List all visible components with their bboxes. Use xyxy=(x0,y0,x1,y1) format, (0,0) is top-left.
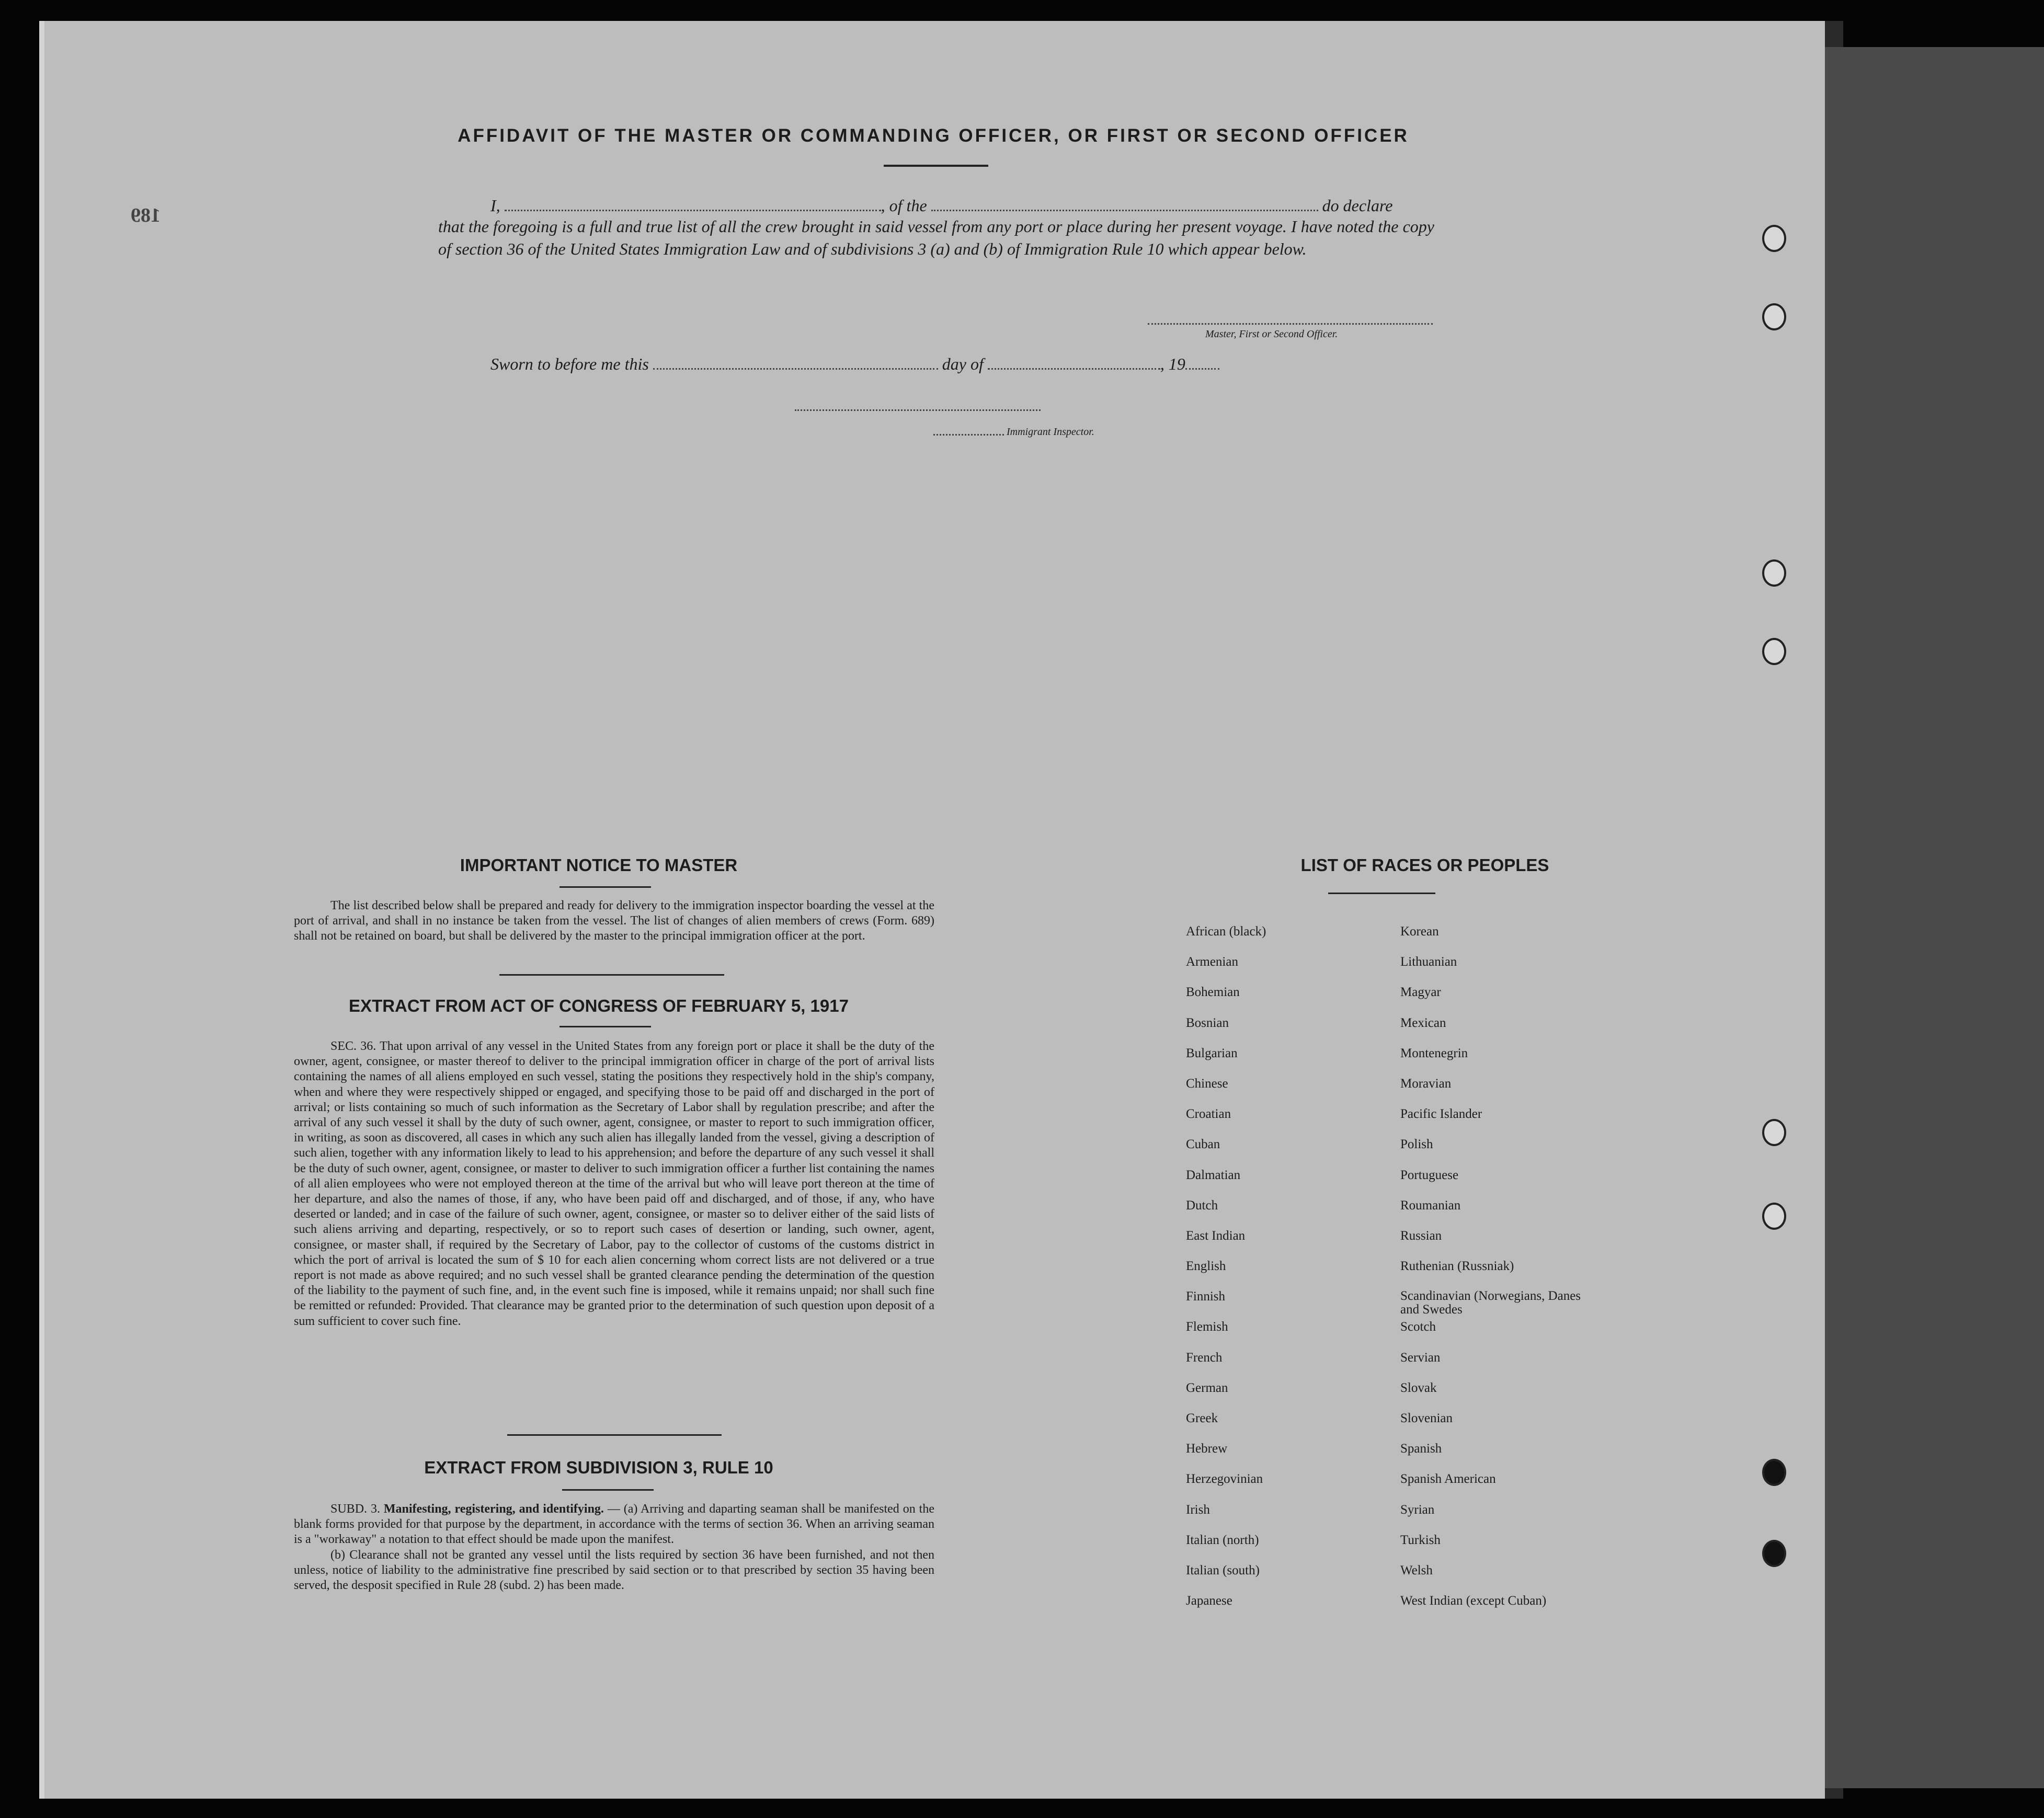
rule-rule xyxy=(562,1489,654,1491)
race-item: East Indian xyxy=(1186,1228,1246,1243)
race-item: Italian (south) xyxy=(1186,1563,1260,1577)
race-item: French xyxy=(1186,1350,1223,1365)
affidavit-paragraph: that the foregoing is a full and true list of all the crew brought in said vessel from any port or place during her present voyage. I have noted the copy of section 36 of the United States Immigration Law and of subdivisions 3 (a) and (b) of Immigration Rule 10 which appear below. xyxy=(438,217,1434,258)
race-item: African (black) xyxy=(1186,924,1266,939)
race-item: Pacific Islander xyxy=(1400,1107,1482,1122)
race-item: Turkish xyxy=(1400,1533,1441,1547)
binder-hole xyxy=(1762,303,1786,330)
race-item: Finnish xyxy=(1186,1289,1226,1304)
race-item: Herzegovinian xyxy=(1186,1472,1263,1487)
affidavit-declare: do declare xyxy=(1322,196,1393,215)
race-item: Mexican xyxy=(1400,1015,1446,1030)
race-item: Japanese xyxy=(1186,1594,1232,1608)
rule-para-a xyxy=(294,1502,934,1548)
race-item: Russian xyxy=(1400,1228,1442,1243)
race-item: Scandinavian (Norwegians, Danes and Swedes xyxy=(1400,1289,1581,1317)
races-heading: LIST OF RACES OR PEOPLES xyxy=(1300,855,1549,875)
race-item: Irish xyxy=(1186,1502,1210,1517)
race-item: Syrian xyxy=(1400,1502,1435,1517)
binder-hole xyxy=(1762,225,1786,252)
race-item: Ruthenian (Russniak) xyxy=(1400,1259,1514,1274)
race-item: Slovenian xyxy=(1400,1411,1453,1425)
act-rule xyxy=(559,1026,651,1027)
section-divider xyxy=(507,1434,722,1436)
race-item: Dutch xyxy=(1186,1198,1218,1213)
day-blank xyxy=(653,368,938,370)
binder-hole xyxy=(1762,1540,1786,1567)
race-item: Italian (north) xyxy=(1186,1533,1259,1547)
race-item: Flemish xyxy=(1186,1320,1228,1334)
sworn-line xyxy=(490,355,1219,374)
race-item: Bosnian xyxy=(1186,1015,1229,1030)
name-blank xyxy=(505,210,881,211)
section-divider xyxy=(499,974,724,976)
binder-hole xyxy=(1762,638,1786,665)
race-item: German xyxy=(1186,1380,1228,1395)
race-item: Portuguese xyxy=(1400,1168,1459,1182)
sworn-year: , 19 xyxy=(1160,355,1185,373)
race-item: Scotch xyxy=(1400,1320,1436,1334)
signature-label: Master, First or Second Officer. xyxy=(1205,328,1338,340)
rule-para-b: (b) Clearance shall not be granted any vessel until the lists required by section 36 have been furnished, and not then unless, notice of liability to the administrative fine prescribed by said section or to that prescribed by section 35 having been served, the desposit specified in Rule 28 (subd. 2) has been made. xyxy=(294,1548,934,1593)
race-item: Slovak xyxy=(1400,1380,1437,1395)
binder-hole xyxy=(1762,1203,1786,1230)
races-column-2 xyxy=(1400,924,1589,1624)
affidavit-of-the: , of the xyxy=(881,196,927,215)
race-item: Lithuanian xyxy=(1400,955,1457,969)
race-item: Hebrew xyxy=(1186,1442,1228,1456)
races-column-1 xyxy=(1186,924,1266,1624)
vessel-blank xyxy=(931,210,1318,211)
race-item: Welsh xyxy=(1400,1563,1433,1577)
race-item: Magyar xyxy=(1400,985,1441,1000)
binder-hole xyxy=(1762,1119,1786,1146)
binder-hole xyxy=(1762,559,1786,587)
race-item: Dalmatian xyxy=(1186,1168,1241,1182)
race-item: English xyxy=(1186,1259,1226,1274)
race-item: Cuban xyxy=(1186,1137,1220,1152)
affidavit-heading: AFFIDAVIT OF THE MASTER OR COMMANDING OFFICER, OR FIRST OR SECOND OFFICER xyxy=(458,125,1409,146)
race-item: Chinese xyxy=(1186,1076,1228,1091)
heading-rule xyxy=(884,165,988,167)
race-item: Korean xyxy=(1400,924,1439,939)
month-blank xyxy=(988,368,1160,370)
act-heading: EXTRACT FROM ACT OF CONGRESS OF FEBRUARY 5, 1917 xyxy=(349,996,849,1015)
race-item: Moravian xyxy=(1400,1076,1452,1091)
inspector-label: Immigrant Inspector. xyxy=(1007,426,1094,438)
race-item: Spanish American xyxy=(1400,1472,1496,1487)
notice-heading: IMPORTANT NOTICE TO MASTER xyxy=(460,855,738,875)
notice-text: The list described below shall be prepared and ready for delivery to the immigration inspector boarding the vessel at the port of arrival, and shall in no instance be taken from the vessel. The list of changes of alien members of crews (Form. 689) shall not be retained on board, but shall be delivered by the master to the principal immigration officer at the port. xyxy=(294,899,934,943)
notice-rule xyxy=(559,886,651,888)
act-text: SEC. 36. That upon arrival of any vessel in the United States from any foreign port or place it shall be the duty of the owner, agent, consignee, or master thereof to deliver to the principal immigration officer in charge of the port of arrival lists containing the names of all aliens employed en such vessel, stating the positions they respectively hold in the ship's company, when and where they were respectively shipped or engaged, and specifying those to be paid off and discharged in the port of arrival; or lists containing so much of such information as the Secretary of Labor shall by regulation prescribe; and after the arrival of any such vessel it shall by the duty of such owner, agent, consignee, or master to report to such immigration officer, in writing, as soon as discovered, all cases in which any such alien has illegally landed from the vessel, giving a description of such alien, together with any information likely to lead to his apprehension; and before the departure of any such vessel it shall be the duty of such owner, agent, consignee, or master to deliver to such immigration officer a further list containing the names of all alien employees who were not employed thereon at the time of the arrival but who will leave port thereon at the time of her departure, and also the names of those, if any, who have been paid off and discharged, and of those, if any, who have deserted or landed; and in case of the failure of such owner, agent, consignee, or master so to deliver either of the said lists of such aliens arriving and departing, respectively, or so to report such cases of desertion or landing, such owner, agent, consignee, or master shall, if required by the Secretary of Labor, pay to the collector of customs of the customs district in which the port of arrival is located the sum of $ 10 for each alien concerning whom correct lists are not delivered or a true report is not made as above required; and no such vessel shall be granted clearance pending the determination of the question of the liability to the payment of such fine, and, in the event such fine is imposed, while it remains unpaid; nor shall such fine be remitted or refunded: Provided. That clearance may be granted prior to the determination of such question upon deposit of a sum sufficient to cover such fine. xyxy=(294,1039,934,1328)
stamp-number: 189 xyxy=(131,204,161,226)
subd-label: SUBD. 3. xyxy=(330,1502,380,1516)
para-a-text: — (a) Arriving and daparting seaman shall be manifested on the blank forms provided for that purpose by the department, in accordance with the terms of section 36. When an arriving seaman is a "workaway" a notation to that effect should be made upon the manifest. xyxy=(294,1502,934,1547)
race-item: Croatian xyxy=(1186,1107,1231,1122)
race-item: Montenegrin xyxy=(1400,1046,1468,1060)
race-item: Spanish xyxy=(1400,1442,1442,1456)
sworn-prefix: Sworn to before me this xyxy=(490,355,649,373)
rule-heading: EXTRACT FROM SUBDIVISION 3, RULE 10 xyxy=(424,1458,773,1477)
race-item: Bulgarian xyxy=(1186,1046,1238,1060)
race-item: Polish xyxy=(1400,1137,1433,1152)
affidavit-i: I, xyxy=(490,196,500,215)
race-item: Bohemian xyxy=(1186,985,1240,1000)
race-item: Greek xyxy=(1186,1411,1218,1425)
race-item: West Indian (except Cuban) xyxy=(1400,1594,1547,1608)
signature-line xyxy=(1148,323,1433,325)
sworn-day: day of xyxy=(942,355,984,373)
race-item: Armenian xyxy=(1186,955,1238,969)
races-rule xyxy=(1328,893,1435,894)
inspector-line-1 xyxy=(795,409,1041,411)
rule-text xyxy=(294,1502,934,1593)
year-blank xyxy=(1185,368,1219,370)
race-item: Servian xyxy=(1400,1350,1441,1365)
binding-strip xyxy=(1825,47,2044,1788)
subd-title: Manifesting, registering, and identifying. xyxy=(383,1502,604,1516)
affidavit-line-1 xyxy=(490,196,1392,215)
inspector-line-2 xyxy=(933,434,1004,436)
race-item: Roumanian xyxy=(1400,1198,1461,1213)
binder-hole xyxy=(1762,1459,1786,1486)
